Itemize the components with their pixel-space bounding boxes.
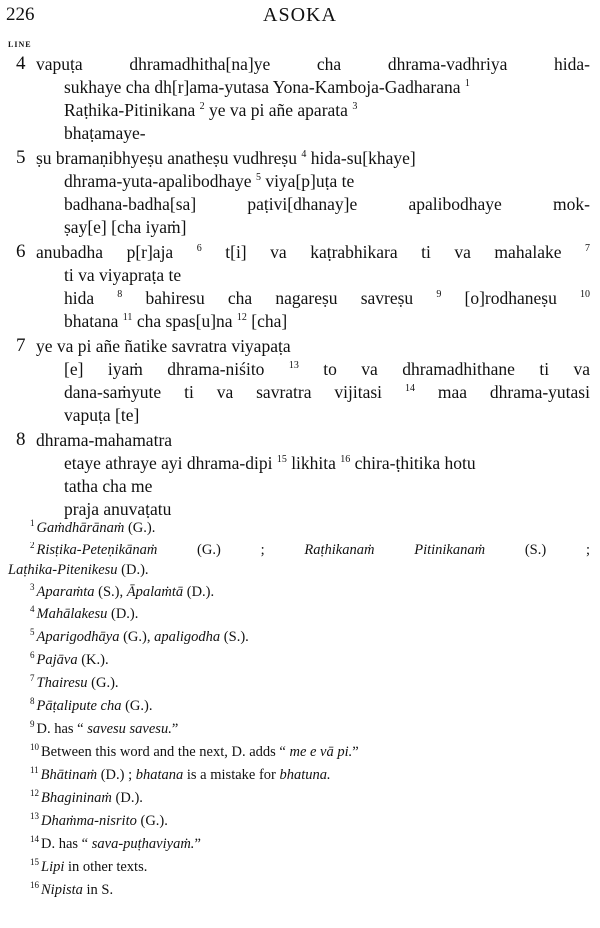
footnote-ref: 4 (301, 149, 307, 161)
footnote-5: $^5$ Aparigodhāya (G.), apaligodha (S.). (30, 627, 249, 645)
footnote-11: $^{11}$ Bhātinaṁ (D.) ; bhatana is a mistake for bhatuna. (30, 765, 331, 783)
text-row: tatha cha me (64, 476, 153, 496)
footnote-1: $^1$ Gaṁdhārānaṁ (G.). (30, 518, 156, 536)
text-row: ti va viyapraṭa te (64, 265, 182, 285)
footnote-4: $^4$ Mahālakesu (D.). (30, 604, 139, 622)
footnote-ref: 5 (255, 172, 261, 184)
text-row: dhrama-mahamatra (36, 430, 173, 450)
footnote-ref: 12 (236, 312, 247, 324)
text-row: ṣu bramaṇibhyeṣu anatheṣu vudhreṣu $^4$ hida-su[khaye] (36, 148, 416, 168)
text-row: anubadha p[r]aja $^6$ t[i] va kaṭrabhikara ti va mahalake $^7$ (36, 242, 590, 262)
footnote-2-continued: Laṭhika-Pitenikesu (D.). (8, 562, 149, 578)
footnote-13: $^{13}$ Dhaṁma-nisrito (G.). (30, 811, 168, 829)
footnote-ref: 11 (122, 312, 133, 324)
footnote-16: $^{16}$ Nipista in S. (30, 880, 114, 898)
footnote-ref: 7 (585, 243, 590, 255)
text-row: dhrama-yuta-apalibodhaye $^5$ viya[p]uṭa te (64, 171, 355, 191)
footnote-ref: 15 (276, 454, 287, 466)
text-row: vapuṭa [te] (64, 405, 140, 425)
footnote-ref: 9 (436, 289, 442, 301)
footnote-ref: 13 (288, 360, 299, 372)
page-number: 226 (6, 4, 35, 25)
footnote-12: $^{12}$ Bhagininaṁ (D.). (30, 788, 143, 806)
line-number: 8 (16, 429, 26, 450)
footnote-ref: 10 (580, 289, 590, 301)
footnote-14: $^{14}$ D. has “ sava-puṭhaviyaṁ.” (30, 834, 201, 852)
footnote-8: $^8$ Pāṭalipute cha (G.). (30, 696, 153, 714)
text-row: bhaṭamaye- (64, 123, 146, 143)
line-number: 7 (16, 335, 26, 356)
footnote-ref: 8 (117, 289, 123, 301)
footnote-ref: 16 (340, 454, 351, 466)
text-row: praja anuvaṭatu (64, 499, 172, 519)
page-header (6, 4, 594, 28)
footnote-7: $^7$ Thairesu (G.). (30, 673, 119, 691)
text-row: badhana-badha[sa] paṭivi[dhanay]e apalibodhaye mok- (64, 194, 590, 214)
footnote-3: $^3$ Aparaṁta (S.), Āpalaṁtā (D.). (30, 582, 215, 600)
footnote-ref: 1 (464, 78, 470, 90)
footnote-ref: 3 (352, 101, 358, 113)
line-number: 6 (16, 241, 26, 262)
text-row: sukhaye cha dh[r]ama-yutasa Yona-Kamboja-Gadharana $^1$ (64, 77, 470, 97)
text-row: bhatana $^{11}$ cha spas[u]na $^{12}$ [cha] (64, 311, 288, 331)
footnote-ref: 2 (199, 101, 205, 113)
text-row: dana-saṁyute ti va savratra vijitasi $^{14}$ maa dhrama-yutasi (64, 382, 590, 402)
footnote-ref: 14 (404, 383, 415, 395)
footnote-10: $^{10}$ Between this word and the next, D. adds “ me e vā pi.” (30, 742, 359, 760)
text-row: hida $^8$ bahiresu cha nagareṣu savreṣu $^9$ [o]rodhaneṣu $^{10}$ (64, 288, 590, 308)
line-number: 4 (16, 53, 26, 74)
running-title: ASOKA (263, 4, 337, 26)
text-row: ye va pi añe ñatike savratra viyapaṭa (36, 336, 291, 356)
line-column-label: LINE (8, 40, 32, 49)
footnote-ref: 6 (196, 243, 202, 255)
footnote-9: $^9$ D. has “ savesu savesu.” (30, 719, 179, 737)
footnote-6: $^6$ Pajāva (K.). (30, 650, 109, 668)
text-row: Raṭhika-Pitinikana $^2$ ye va pi añe aparata $^3$ (64, 100, 358, 120)
line-number: 5 (16, 147, 26, 168)
text-row: vapuṭa dhramadhitha[na]ye cha dhrama-vadhriya hida- (36, 54, 590, 74)
footnote-2: $^2$ Risṭika-Peteṇikānaṁ (G.) ; Raṭhikanaṁ Pitinikanaṁ (S.) ; (30, 542, 590, 558)
text-row: etaye athraye ayi dhrama-dipi $^{15}$ likhita $^{16}$ chira-ṭhitika hotu (64, 453, 476, 473)
footnote-15: $^{15}$ Lipi in other texts. (30, 857, 148, 875)
text-row: [e] iyaṁ dhrama-niśito $^{13}$ to va dhramadhithane ti va (64, 359, 590, 379)
text-row: ṣay[e] [cha iyaṁ] (64, 217, 187, 237)
